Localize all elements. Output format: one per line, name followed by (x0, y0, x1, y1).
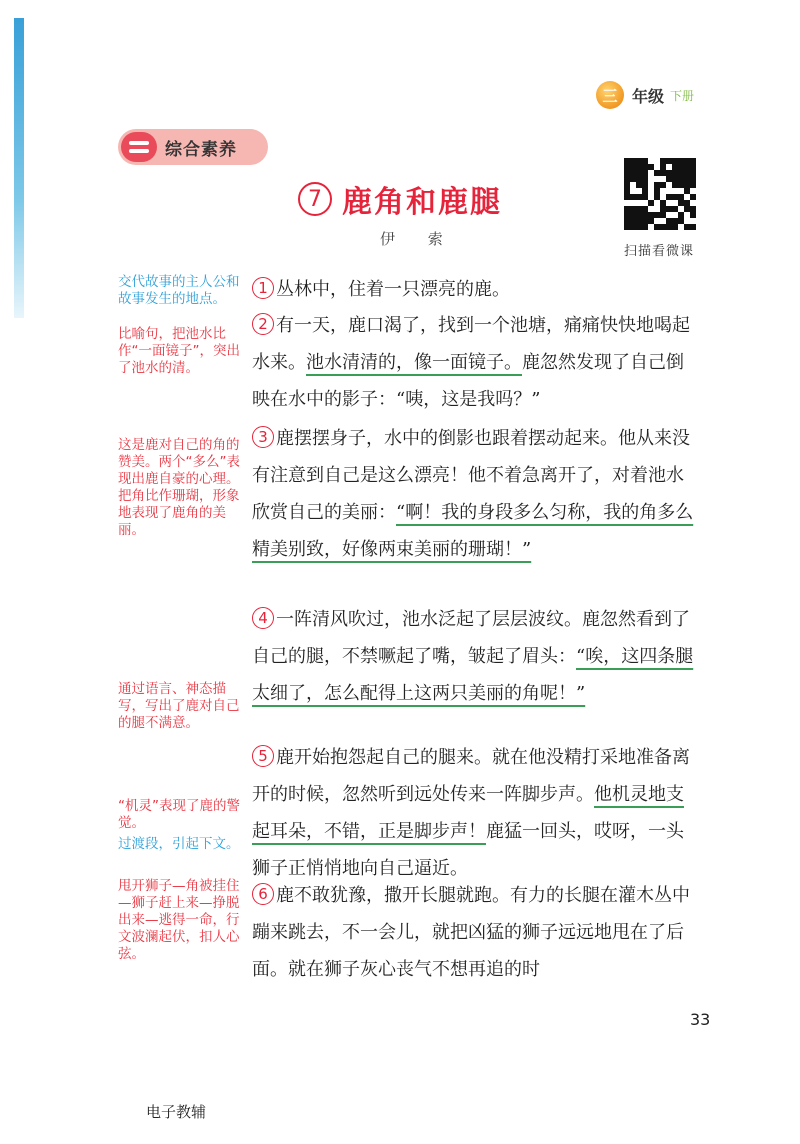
sentence: 鹿开始抱怨起自己的腿来。就在他没精打采地准备离开的时候，忽然听到远处传来一阵脚步声。 (252, 747, 690, 805)
sentence: 一阵清风吹过，池水泛起了层层波纹。鹿忽然看到了自己的腿，不禁噘起了嘴，皱起了眉头： (252, 609, 690, 667)
paragraph (252, 739, 700, 887)
section-label: 综合素养 (165, 139, 237, 160)
lesson-number: 7 (298, 182, 332, 216)
annotation-note: 过渡段，引起下文。 (118, 836, 240, 852)
paragraph (252, 601, 700, 712)
underlined-sentence: “啊！我的身段多么匀称，我的角多么精美别致，好像两束美丽的珊瑚！” (252, 502, 694, 560)
sentence: 鹿忽然发现了自己倒映在水中的影子：“咦，这是我吗？” (252, 352, 684, 410)
sentence: 丛林中，住着一只漂亮的鹿。 (276, 279, 510, 300)
sentence: 鹿猛一回头，哎呀，一头狮子正悄悄地向自己逼近。 (252, 821, 684, 879)
paragraph-number: 6 (252, 883, 274, 905)
grade-badge: 三 (596, 81, 624, 109)
grade-header (596, 80, 694, 110)
annotation-note: 交代故事的主人公和故事发生的地点。 (118, 274, 240, 307)
underlined-sentence: 池水清清的，像一面镜子。 (306, 352, 522, 373)
underlined-sentence: 他机灵地支起耳朵，不错，正是脚步声！ (252, 784, 684, 842)
section-number-icon (121, 132, 157, 162)
paragraph (252, 420, 700, 568)
page-number: 33 (690, 1010, 711, 1029)
paragraph (252, 271, 700, 308)
left-edge-stripe (14, 18, 24, 318)
footer-text: 电子教辅 (146, 1103, 207, 1121)
annotation-note: 通过语言、神态描写，写出了鹿对自己的腿不满意。 (118, 681, 240, 731)
annotation-note: 这是鹿对自己的角的赞美。两个“多么”表现出鹿自豪的心理。把角比作珊瑚，形象地表现了鹿角的美丽。 (118, 437, 240, 538)
sentence: 有一天，鹿口渴了，找到一个池塘，痛痛快快地喝起水来。 (252, 315, 690, 373)
paragraph-number: 1 (252, 277, 274, 299)
qr-caption: 扫描看微课 (624, 244, 695, 259)
paragraph-number: 2 (252, 313, 274, 335)
sentence: 鹿摆摆身子，水中的倒影也跟着摆动起来。他从来没有注意到自己是这么漂亮！他不着急离开了，对着池水欣赏自己的美丽： (252, 428, 690, 523)
qr-code-icon[interactable] (624, 158, 696, 230)
annotation-note: “机灵”表现了鹿的警觉。 (118, 798, 240, 831)
grade-label: 年级 (632, 86, 665, 106)
annotation-note: 甩开狮子—角被挂住—狮子赶上来—挣脱出来—逃得一命，行文波澜起伏，扣人心弦。 (118, 878, 240, 962)
author: 伊 索 (380, 230, 457, 248)
underlined-sentence: “唉，这四条腿太细了，怎么配得上这两只美丽的角呢！” (252, 646, 694, 704)
lesson-title (298, 177, 502, 221)
paragraph-number: 5 (252, 745, 274, 767)
paragraph-number: 4 (252, 607, 274, 629)
paragraph (252, 877, 700, 988)
sentence: 鹿不敢犹豫，撒开长腿就跑。有力的长腿在灌木丛中蹦来跳去，不一会儿，就把凶猛的狮子远远地甩在了后面。就在狮子灰心丧气不想再追的时 (252, 885, 690, 980)
term-label: 下册 (670, 88, 695, 103)
paragraph (252, 307, 700, 418)
section-tag (118, 129, 268, 165)
annotation-note: 比喻句，把池水比作“一面镜子”，突出了池水的清。 (118, 326, 240, 376)
lesson-title-text: 鹿角和鹿腿 (342, 185, 502, 220)
paragraph-number: 3 (252, 426, 274, 448)
